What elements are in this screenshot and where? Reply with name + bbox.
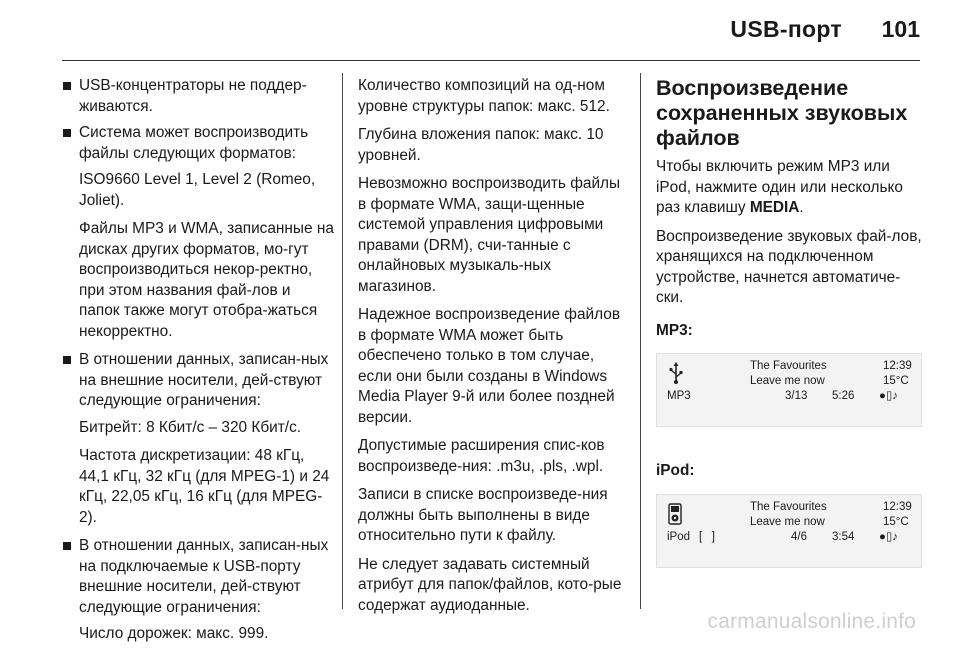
paragraph-system-attribute: Не следует задавать системный атрибут для папок/файлов, кото-рые содержат аудиоданные. <box>358 555 622 614</box>
bitrate-text: Битрейт: 8 Кбит/с – 320 Кбит/с. <box>79 418 302 436</box>
ipod-status-icons: ●▯♪ <box>879 530 899 543</box>
column-divider-2 <box>640 73 641 609</box>
paragraph-playlist-ext: Допустимые расширения спис-ков воспроизведе-ния: .m3u, .pls, .wpl. <box>358 437 605 475</box>
ipod-clock: 12:39 <box>883 500 912 513</box>
mp3-temperature: 15°C <box>883 375 909 387</box>
column-divider-1 <box>342 73 343 609</box>
ipod-temperature: 15°C <box>883 515 909 528</box>
page-header <box>0 0 960 60</box>
column-1 <box>62 76 334 653</box>
mp3-label: MP3: <box>656 321 693 339</box>
sample-rate-text: Частота дискретизации: 48 кГц, 44,1 кГц, 32 кГц (для MPEG-1) и 24 кГц, 22,05 кГц, 16 кГц (для MPEG-2). <box>79 447 330 526</box>
usb-icon <box>669 362 683 384</box>
ipod-duration: 3:54 <box>832 530 855 543</box>
ipod-source: iPod <box>667 530 691 543</box>
bullet-formats: Система может воспроизводить файлы следующих форматов: <box>62 123 334 164</box>
mp3-duration: 5:26 <box>832 390 855 402</box>
mp3-display <box>656 353 922 427</box>
page-title: USB-порт <box>730 16 842 42</box>
header-rule <box>62 60 920 61</box>
ipod-artist: Leave me now <box>750 515 825 528</box>
paragraph-drm: Невозможно воспроизводить файлы в формате WMA, защи-щенные системой управления цифровыми правами (DRM), счи-танные с онлайновых музыкаль-ных магазинов. <box>358 175 621 295</box>
ipod-label: iPod: <box>656 462 695 479</box>
media-text-post: . <box>799 199 804 216</box>
column-2 <box>358 76 628 624</box>
section-title: Воспроизведение сохраненных звуковых файлов <box>656 76 908 150</box>
ipod-brackets: [ ] <box>699 530 715 543</box>
media-text-pre: Чтобы включить режим MP3 или iPod, нажмите один или несколько раз клавишу <box>656 158 903 216</box>
ipod-display <box>656 494 922 568</box>
ipod-track: 4/6 <box>791 530 807 543</box>
paragraph-folder-depth: Глубина вложения папок: макс. 10 уровней. <box>358 126 604 164</box>
paragraph-wma-reliability: Надежное воспроизведение файлов в формате WMA может быть обеспечено только в том случае, если они были созданы в Windows Media Player 9-й или более поздней версии. <box>358 306 621 426</box>
media-key-label: MEDIA <box>749 199 800 216</box>
ipod-song: The Favourites <box>750 500 827 513</box>
column-3 <box>656 76 926 568</box>
mp3-artist: Leave me now <box>750 375 825 387</box>
page-number: 101 <box>881 16 920 42</box>
bullet-usb-hubs: USB-концентраторы не поддер-живаются. <box>62 76 334 117</box>
mp3-track: 3/13 <box>785 390 808 402</box>
mp3-clock: 12:39 <box>883 360 912 372</box>
formats-note: Файлы MP3 и WMA, записанные на дисках других форматов, мо-гут воспроизводиться некор-ректно, при этом названия фай-лов и папок также могут отобра-жаться некорректно. <box>79 220 334 340</box>
track-count-text: Число дорожек: макс. 999. <box>79 625 269 642</box>
mp3-source: MP3 <box>667 390 691 402</box>
paragraph-autoplay: Воспроизведение звуковых фай-лов, хранящихся на подключенном устройстве, начнется автоматиче-ски. <box>656 227 922 306</box>
paragraph-tracks-per-folder: Количество композиций на од-ном уровне структуры папок: макс. 512. <box>358 77 610 115</box>
paragraph-playlist-paths: Записи в списке воспроизведе-ния должны быть выполнены в виде относительно пути к файлу. <box>358 486 608 544</box>
bullet-external-media: В отношении данных, записан-ных на внешние носители, дей-ствуют следующие ограничения: <box>62 350 334 412</box>
ipod-icon <box>668 503 682 525</box>
watermark: carmanualsonline.info <box>707 610 916 633</box>
mp3-status-icons: ●▯♪ <box>879 390 899 402</box>
mp3-song: The Favourites <box>750 360 827 372</box>
formats-iso: ISO9660 Level 1, Level 2 (Romeo, Joliet). <box>79 171 316 209</box>
paragraph-media-key <box>656 157 926 219</box>
bullet-usb-media: В отношении данных, записан-ных на подключаемые к USB-порту внешние носители, дей-ствуют следующие ограничения: <box>62 536 334 618</box>
